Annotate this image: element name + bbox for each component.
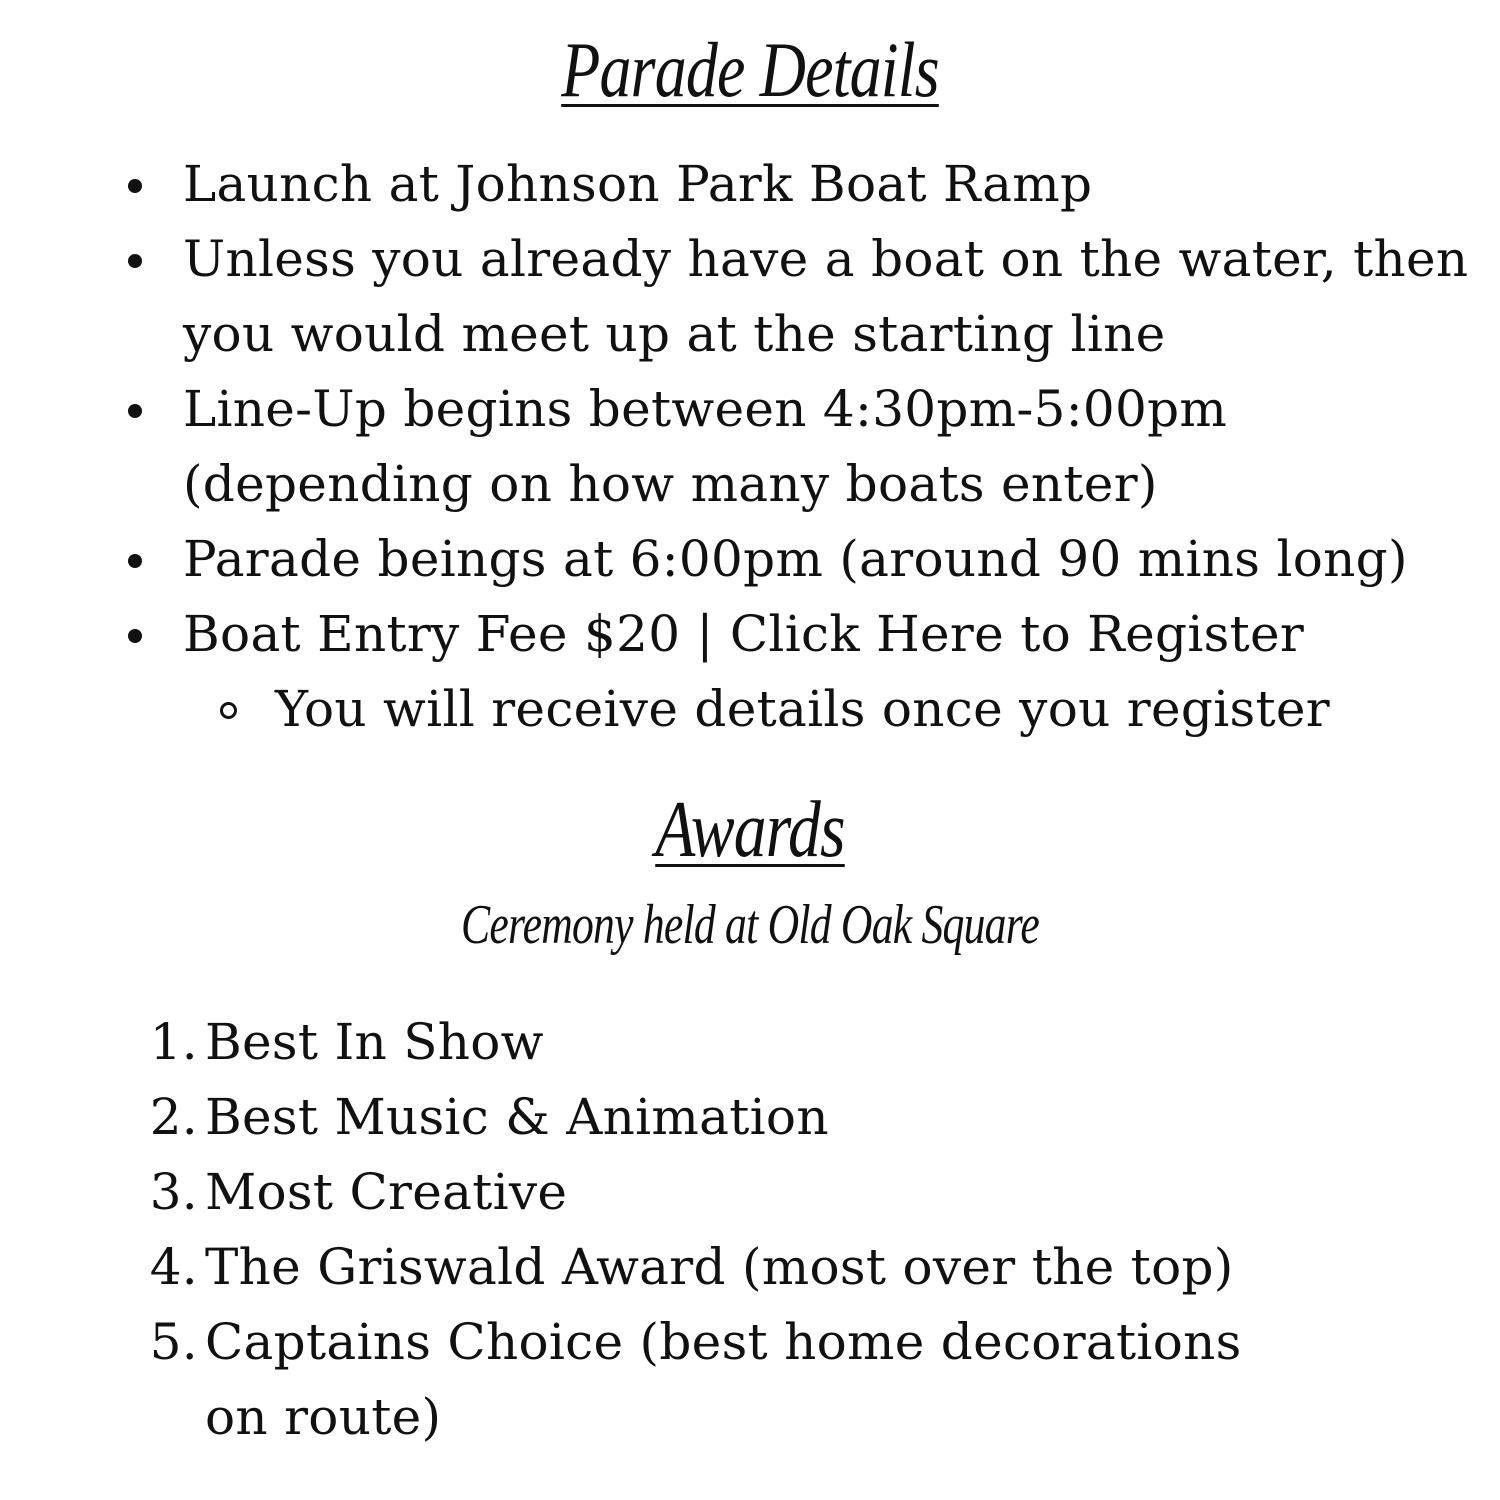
- award-number: 2.: [149, 1088, 198, 1146]
- award-item: [0, 1305, 1315, 1455]
- parade-details-title: Parade Details: [561, 26, 939, 113]
- award-text: Best Music & Animation: [205, 1088, 829, 1146]
- award-number: 3.: [149, 1163, 198, 1221]
- sub-list-item: [0, 672, 1500, 747]
- register-list-item[interactable]: [0, 597, 1483, 672]
- list-item: [0, 147, 1483, 222]
- ceremony-subtitle: Ceremony held at Old Oak Square: [461, 894, 1039, 956]
- page-title: [135, 20, 1365, 120]
- list-item-text: You will receive details once you register: [275, 680, 1330, 738]
- list-item-text: Unless you already have a boat on the water, then you would meet up at the starting line: [183, 230, 1469, 363]
- award-item: [0, 1005, 1315, 1080]
- parade-details-list: [0, 147, 1500, 747]
- award-item: [0, 1080, 1315, 1155]
- bullet-icon: [128, 629, 142, 643]
- list-item-text: Launch at Johnson Park Boat Ramp: [183, 155, 1093, 213]
- hollow-bullet-icon: [220, 702, 237, 719]
- list-item: [0, 222, 1483, 372]
- list-item-text: Parade beings at 6:00pm (around 90 mins long): [183, 530, 1408, 588]
- bullet-icon: [128, 404, 142, 418]
- award-number: 1.: [149, 1013, 198, 1071]
- award-item: [0, 1230, 1315, 1305]
- register-link-text[interactable]: Boat Entry Fee $20 | Click Here to Register: [183, 605, 1305, 663]
- awards-list: [0, 1005, 1500, 1455]
- bullet-icon: [128, 554, 142, 568]
- list-item: [0, 522, 1483, 597]
- awards-title: Awards: [655, 786, 845, 874]
- award-number: 4.: [149, 1238, 198, 1296]
- award-text: Captains Choice (best home decorations on route): [205, 1313, 1242, 1446]
- award-text: Best In Show: [205, 1013, 544, 1071]
- award-item: [0, 1155, 1315, 1230]
- award-number: 5.: [149, 1313, 198, 1371]
- bullet-icon: [128, 254, 142, 268]
- list-item-text: Line-Up begins between 4:30pm-5:00pm (depending on how many boats enter): [183, 380, 1228, 513]
- list-item: [0, 372, 1483, 522]
- bullet-icon: [128, 179, 142, 193]
- awards-heading: [135, 780, 1365, 880]
- award-text: Most Creative: [205, 1163, 568, 1221]
- award-text: The Griswald Award (most over the top): [205, 1238, 1234, 1296]
